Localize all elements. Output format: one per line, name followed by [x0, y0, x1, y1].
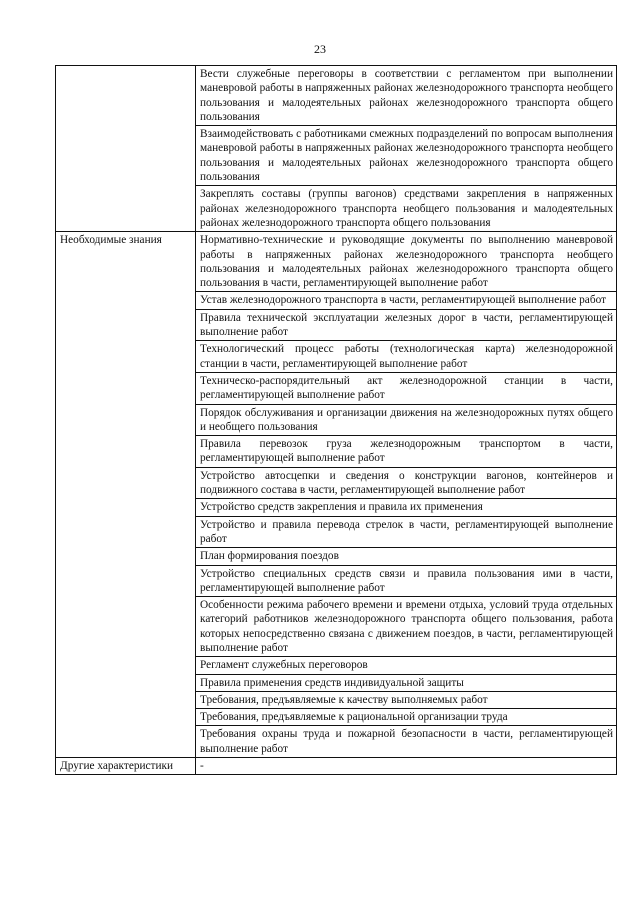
table-row — [56, 565, 617, 597]
table-row — [56, 467, 617, 499]
row-label — [56, 309, 196, 341]
page-number: 23 — [314, 42, 326, 56]
table-row — [56, 726, 617, 758]
requirements-table — [55, 65, 617, 775]
row-label — [56, 657, 196, 674]
row-label — [56, 548, 196, 565]
row-text: Правила технической эксплуатации железных дорог в части, регламентирующей выполнение работ — [196, 309, 617, 341]
row-label-knowledge: Необходимые знания — [56, 232, 196, 292]
row-text: Закреплять составы (группы вагонов) средствами закрепления в напряженных районах железнодорожного транспорта необщего пользования и малодеятельных районах железнодорожного транспорта общего пользования — [196, 186, 617, 232]
table-row — [56, 292, 617, 309]
row-label — [56, 709, 196, 726]
table-row — [56, 597, 617, 657]
row-label — [56, 691, 196, 708]
row-text: Техническо-распорядительный акт железнодорожной станции в части, регламентирующей выполнение работ — [196, 372, 617, 404]
table-row — [56, 341, 617, 373]
row-label — [56, 372, 196, 404]
row-text: Взаимодействовать с работниками смежных подразделений по вопросам выполнения маневровой работы в напряженных районах железнодорожного транспорта необщего пользования и малодеятельных районах железнодорожного транспорта общего пользования — [196, 126, 617, 186]
row-text: Устав железнодорожного транспорта в части, регламентирующей выполнение работ — [196, 292, 617, 309]
table-row — [56, 691, 617, 708]
row-text: Устройство и правила перевода стрелок в части, регламентирующей выполнение работ — [196, 516, 617, 548]
row-label — [56, 292, 196, 309]
row-text: Особенности режима рабочего времени и времени отдыха, условий труда отдельных категорий работников железнодорожного транспорта общего пользования, работа которых непосредственно связана с движением поездов, в части, регламентирующей выполнение работ — [196, 597, 617, 657]
table-row — [56, 126, 617, 186]
table-row — [56, 66, 617, 126]
row-label — [56, 186, 196, 232]
row-label — [56, 404, 196, 436]
table-row — [56, 436, 617, 468]
row-text: Технологический процесс работы (технологическая карта) железнодорожной станции в части, регламентирующей выполнение работ — [196, 341, 617, 373]
row-text: Требования, предъявляемые к рациональной организации труда — [196, 709, 617, 726]
row-label — [56, 597, 196, 657]
table-row — [56, 758, 617, 775]
row-text: Устройство автосцепки и сведения о конструкции вагонов, контейнеров и подвижного состава в части, регламентирующей выполнение работ — [196, 467, 617, 499]
table-row — [56, 709, 617, 726]
table-row — [56, 548, 617, 565]
table-row — [56, 516, 617, 548]
row-text: Требования, предъявляемые к качеству выполняемых работ — [196, 691, 617, 708]
row-text: - — [196, 758, 617, 775]
row-label — [56, 726, 196, 758]
row-text: Порядок обслуживания и организации движения на железнодорожных путях общего и необщего пользования — [196, 404, 617, 436]
row-text: Правила перевозок груза железнодорожным транспортом в части, регламентирующей выполнение работ — [196, 436, 617, 468]
row-text: Правила применения средств индивидуальной защиты — [196, 674, 617, 691]
row-text: План формирования поездов — [196, 548, 617, 565]
row-text: Регламент служебных переговоров — [196, 657, 617, 674]
table-row — [56, 309, 617, 341]
table-row — [56, 232, 617, 292]
row-label — [56, 516, 196, 548]
table-row — [56, 404, 617, 436]
row-label — [56, 66, 196, 126]
table-row — [56, 499, 617, 516]
row-label — [56, 674, 196, 691]
row-label-other: Другие характеристики — [56, 758, 196, 775]
table-row — [56, 186, 617, 232]
row-label — [56, 341, 196, 373]
row-text: Вести служебные переговоры в соответствии с регламентом при выполнении маневровой работы в напряженных районах железнодорожного транспорта необщего пользования и малодеятельных районах железнодорожного транспорта общего пользования — [196, 66, 617, 126]
row-label — [56, 499, 196, 516]
row-label — [56, 126, 196, 186]
table-row — [56, 657, 617, 674]
row-text: Устройство специальных средств связи и правила пользования ими в части, регламентирующей выполнение работ — [196, 565, 617, 597]
row-text: Нормативно-технические и руководящие документы по выполнению маневровой работы в напряженных районах железнодорожного транспорта необщего пользования и малодеятельных районах железнодорожного транспорта общего пользования в части, регламентирующей выполнение работ — [196, 232, 617, 292]
table-row — [56, 372, 617, 404]
table-row — [56, 674, 617, 691]
row-text: Устройство средств закрепления и правила их применения — [196, 499, 617, 516]
row-label — [56, 467, 196, 499]
row-label — [56, 436, 196, 468]
row-text: Требования охраны труда и пожарной безопасности в части, регламентирующей выполнение работ — [196, 726, 617, 758]
row-label — [56, 565, 196, 597]
